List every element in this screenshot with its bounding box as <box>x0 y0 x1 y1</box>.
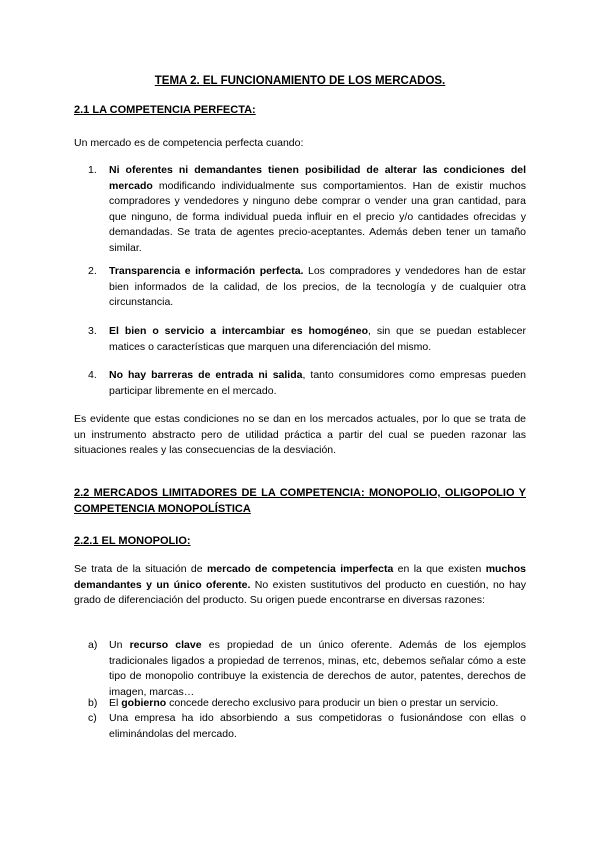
list-letter: a) <box>88 639 98 651</box>
list-item <box>88 368 526 399</box>
paragraph-bold-text: mercado de competencia imperfecta <box>206 563 394 575</box>
list-letter: c) <box>88 712 97 724</box>
list-item <box>88 264 526 311</box>
item-bold-text: recurso clave <box>129 639 202 651</box>
item-text: Una empresa ha ido absorbiendo a sus competidoras o fusionándose con ellas o eliminándolas del mercado. <box>109 712 526 740</box>
section-heading-2-1: 2.1 LA COMPETENCIA PERFECTA: <box>74 104 256 116</box>
item-bold-text: No hay barreras de entrada ni salida <box>109 369 303 381</box>
section-heading-2-2-1: 2.2.1 EL MONOPOLIO: <box>74 535 191 547</box>
section-intro: Un mercado es de competencia perfecta cuando: <box>74 137 304 149</box>
list-item <box>88 696 526 712</box>
list-number: 1. <box>88 164 97 176</box>
section-closing-paragraph: Es evidente que estas condiciones no se dan en los mercados actuales, por lo que se trata de un instrumento abstracto pero de utilidad práctica a partir del cual se pueden razonar las situaciones reales y las consecuencias de la desviación. <box>74 413 526 456</box>
list-number: 2. <box>88 265 97 277</box>
paragraph-bold-text: muchos demandantes y un único oferente. <box>74 563 526 591</box>
item-text: Un <box>109 639 130 651</box>
item-bold-text: gobierno <box>121 697 167 709</box>
item-text: El <box>109 697 122 709</box>
list-item <box>88 711 526 742</box>
section-heading-2-2: 2.2 MERCADOS LIMITADORES DE LA COMPETENCIA: MONOPOLIO, OLIGOPOLIO Y COMPETENCIA MONOPOLÍSTICA <box>74 487 526 515</box>
document-title: TEMA 2. EL FUNCIONAMIENTO DE LOS MERCADOS. <box>154 75 446 87</box>
item-text: modificando individualmente sus comportamientos. Han de existir muchos compradores y vendedores y ninguno debe comprar o vender una gran cantidad, para que ninguno, de forma individual pueda influir en el precio y/o cantidades ofrecidas y demandadas. Se trata de agentes precio-aceptantes. Además deben tener un tamaño similar. <box>109 179 526 254</box>
list-number: 3. <box>88 325 97 337</box>
paragraph-text: No existen sustitutivos del producto en cuestión, no hay grado de diferenciación del producto. Su origen puede encontrarse en diversas razones: <box>74 578 526 606</box>
paragraph-text: en la que existen <box>393 563 486 575</box>
item-text: concede derecho exclusivo para producir un bien o prestar un servicio. <box>166 697 499 709</box>
document-page <box>74 0 526 848</box>
item-bold-text: Transparencia e información perfecta. <box>109 265 304 277</box>
item-text: , sin que se puedan establecer matices o características que marquen una diferenciación del mismo. <box>109 325 526 353</box>
list-item <box>88 638 526 700</box>
item-text: es propiedad de un único oferente. Además de los ejemplos tradicionales ligados a propiedad de terrenos, minas, etc, debemos señalar cómo a este tipo de monopolio contribuye la existencia de derechos de autor, patentes, derechos de imagen, marcas… <box>109 639 526 698</box>
item-text: Los compradores y vendedores han de estar bien informados de la calidad, de los precios, de la tecnología y de cualquier otra circunstancia. <box>109 265 526 308</box>
list-number: 4. <box>88 369 97 381</box>
item-text: , tanto consumidores como empresas pueden participar libremente en el mercado. <box>109 369 526 397</box>
monopolio-paragraph <box>74 562 526 609</box>
list-letter: b) <box>88 697 98 709</box>
item-bold-text: Ni oferentes ni demandantes tienen posibilidad de alterar las condiciones del mercado <box>109 164 526 192</box>
list-item <box>88 324 526 355</box>
paragraph-text: Se trata de la situación de <box>74 563 207 575</box>
list-item <box>88 163 526 256</box>
item-bold-text: El bien o servicio a intercambiar es homogéneo <box>109 325 369 337</box>
